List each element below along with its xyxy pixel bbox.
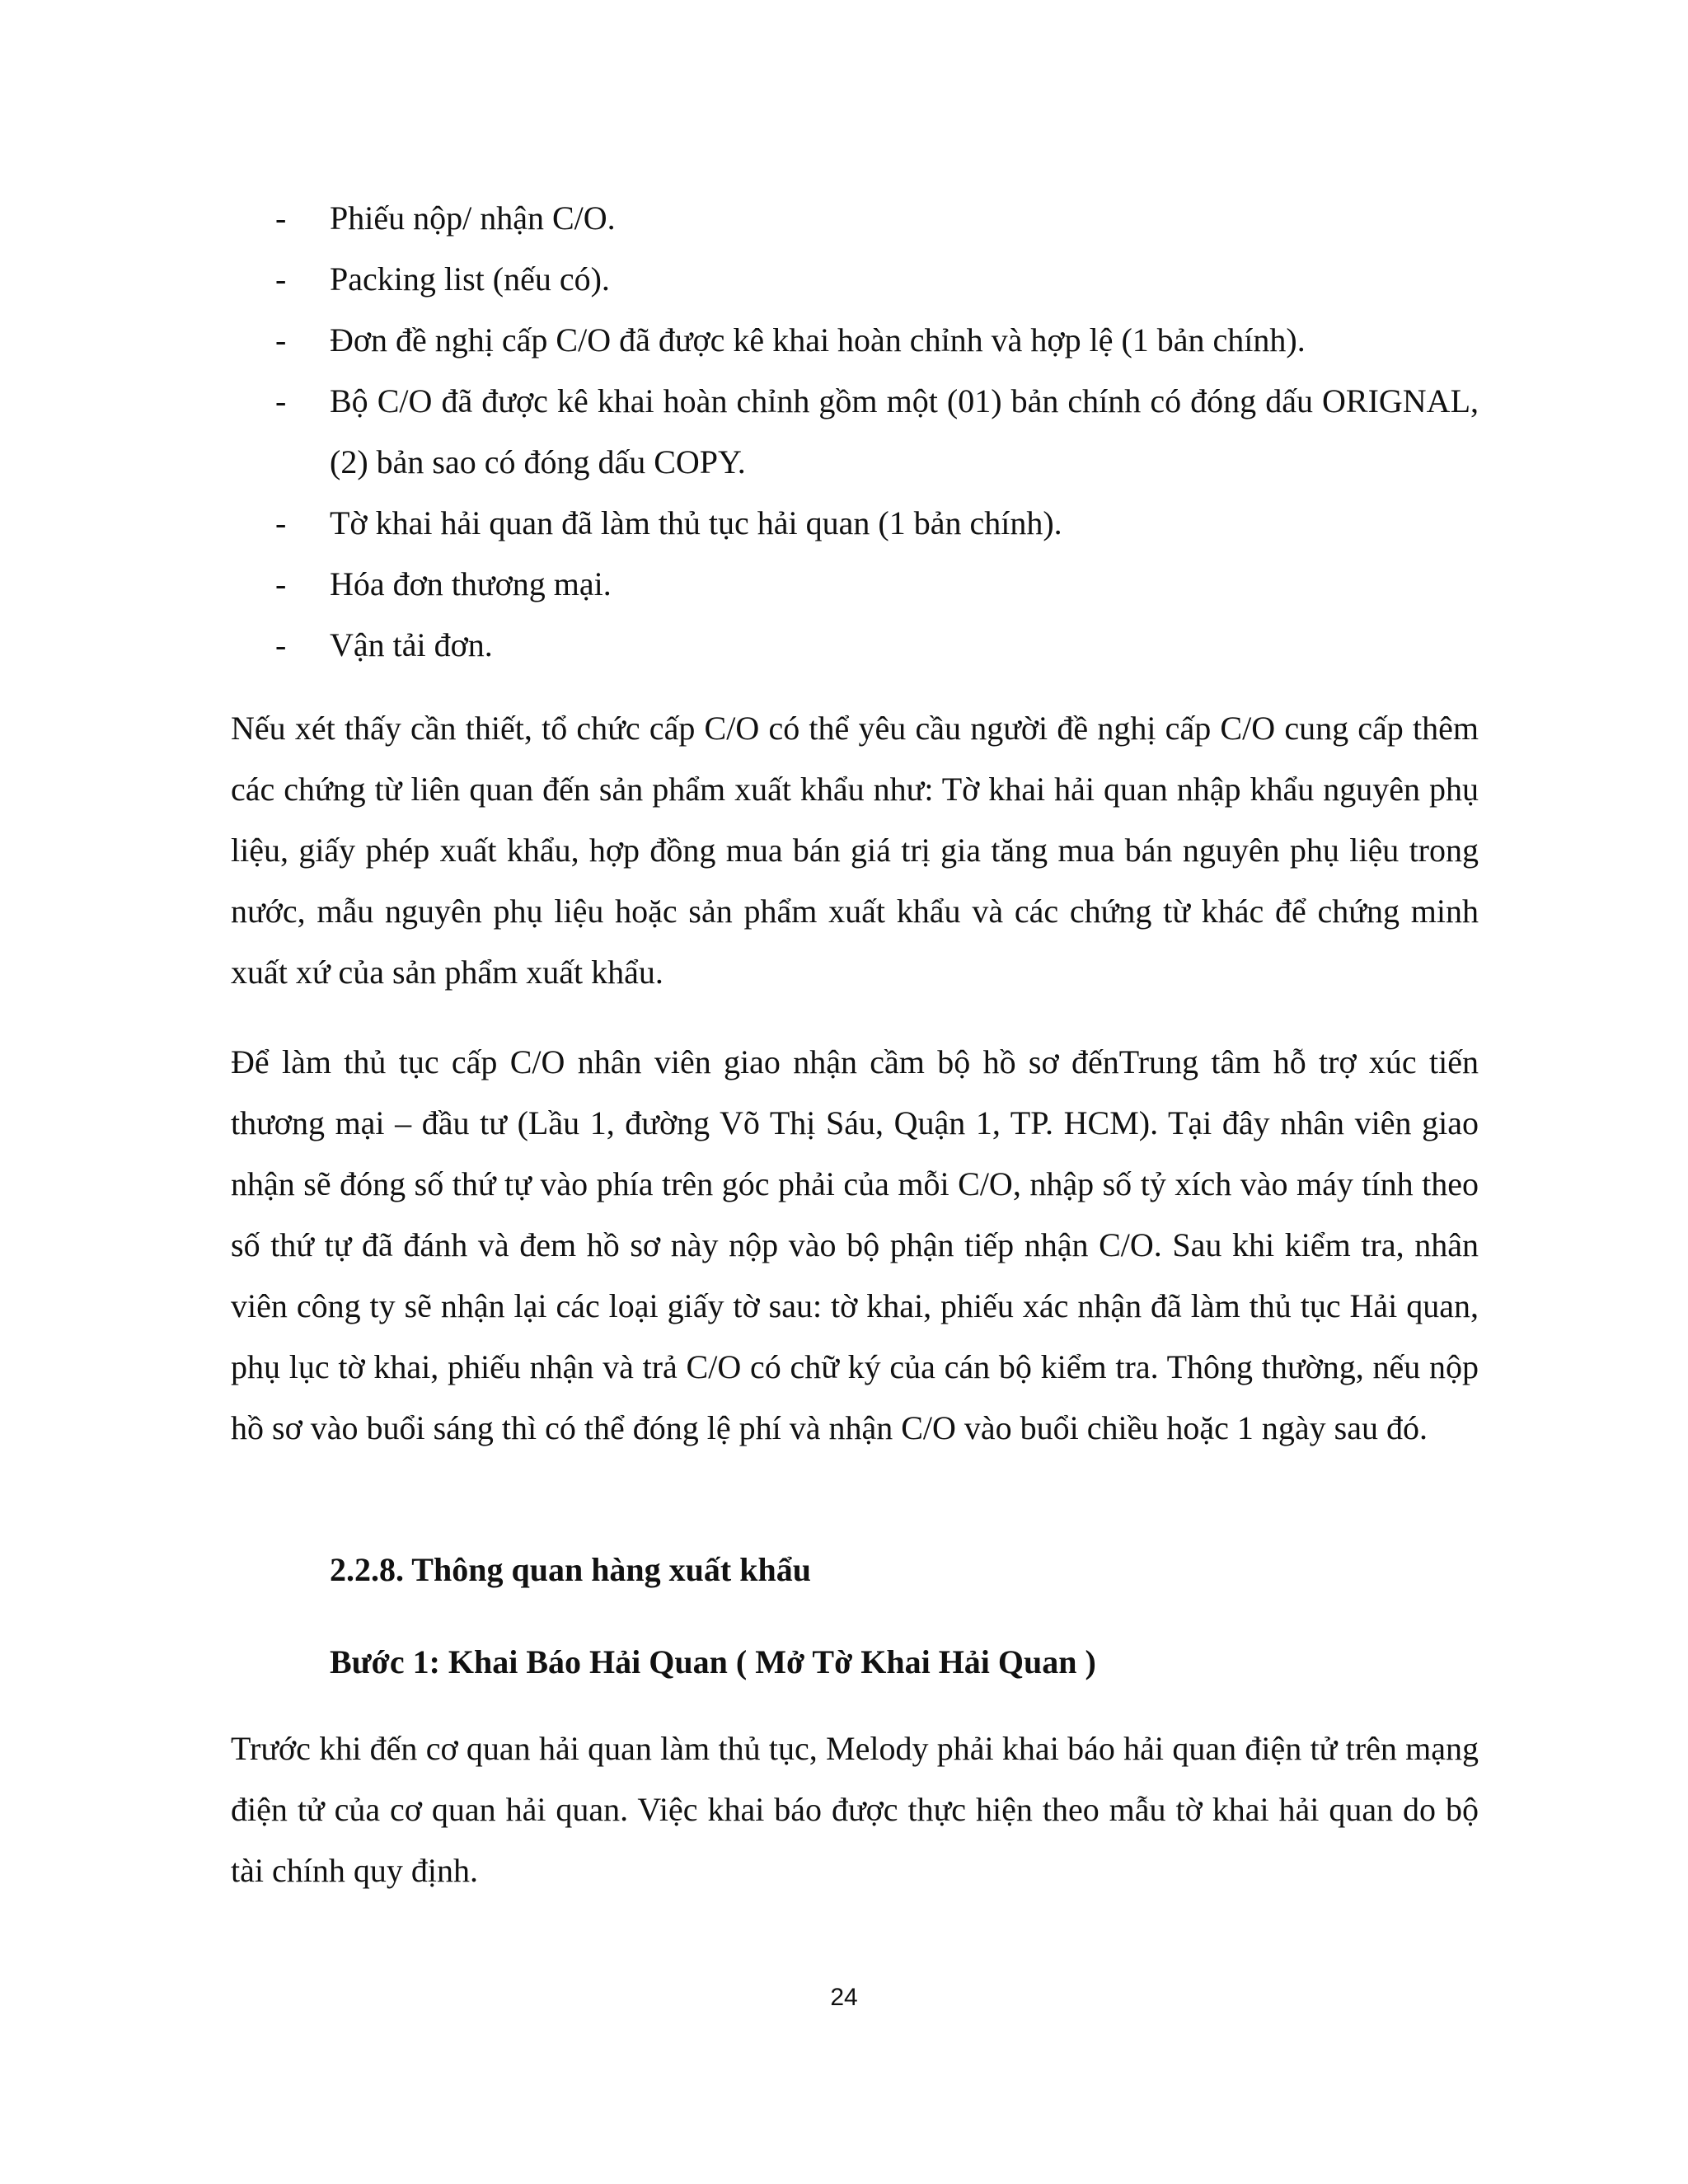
- paragraph-customs-declaration: Trước khi đến cơ quan hải quan làm thủ tục, Melody phải khai báo hải quan điện tử trên mạng điện tử của cơ quan hải quan. Việc khai báo được thực hiện theo mẫu tờ khai hải quan do bộ tài chính quy định.: [231, 1730, 1479, 1889]
- list-item-text: Đơn đề nghị cấp C/O đã được kê khai hoàn chỉnh và hợp lệ (1 bản chính).: [330, 321, 1306, 359]
- list-item: [275, 371, 1479, 493]
- bullet-dash: -: [275, 260, 287, 298]
- required-documents-list: [275, 188, 1479, 676]
- list-item: [275, 310, 1479, 371]
- list-item-text: Hóa đơn thương mại.: [330, 565, 612, 602]
- paragraph-additional-documents: Nếu xét thấy cần thiết, tổ chức cấp C/O có thể yêu cầu người đề nghị cấp C/O cung cấp thêm các chứng từ liên quan đến sản phẩm xuất khẩu như: Tờ khai hải quan nhập khẩu nguyên phụ liệu, giấy phép xuất khẩu, hợp đồng mua bán giá trị gia tăng mua bán nguyên phụ liệu trong nước, mẫu nguyên phụ liệu hoặc sản phẩm xuất khẩu và các chứng từ khác để chứng minh xuất xứ của sản phẩm xuất khẩu.: [231, 710, 1479, 991]
- list-item: [275, 188, 1479, 249]
- section-heading: 2.2.8. Thông quan hàng xuất khẩu: [330, 1551, 811, 1588]
- bullet-dash: -: [275, 199, 287, 237]
- list-item-text: Phiếu nộp/ nhận C/O.: [330, 199, 616, 237]
- list-item: [275, 493, 1479, 554]
- list-item-text: Vận tải đơn.: [330, 626, 493, 663]
- bullet-dash: -: [275, 626, 287, 663]
- bullet-dash: -: [275, 504, 287, 541]
- paragraph-co-procedure: Để làm thủ tục cấp C/O nhân viên giao nhận cầm bộ hồ sơ đếnTrung tâm hỗ trợ xúc tiến thương mại – đầu tư (Lầu 1, đường Võ Thị Sáu, Quận 1, TP. HCM). Tại đây nhân viên giao nhận sẽ đóng số thứ tự vào phía trên góc phải của mỗi C/O, nhập số tỷ xích vào máy tính theo số thứ tự đã đánh và đem hồ sơ này nộp vào bộ phận tiếp nhận C/O. Sau khi kiểm tra, nhân viên công ty sẽ nhận lại các loại giấy tờ sau: tờ khai, phiếu xác nhận đã làm thủ tục Hải quan, phụ lục tờ khai, phiếu nhận và trả C/O có chữ ký của cán bộ kiểm tra. Thông thường, nếu nộp hồ sơ vào buổi sáng thì có thể đóng lệ phí và nhận C/O vào buổi chiều hoặc 1 ngày sau đó.: [231, 1043, 1479, 1446]
- bullet-dash: -: [275, 321, 287, 359]
- bullet-dash: -: [275, 382, 287, 419]
- page-number: 24: [830, 1984, 858, 2011]
- bullet-dash: -: [275, 565, 287, 602]
- list-item-text: Tờ khai hải quan đã làm thủ tục hải quan (1 bản chính).: [330, 504, 1062, 541]
- list-item: [275, 249, 1479, 310]
- step-heading: Bước 1: Khai Báo Hải Quan ( Mở Tờ Khai Hải Quan ): [330, 1643, 1096, 1680]
- list-item-text: Packing list (nếu có).: [330, 260, 610, 298]
- list-item: [275, 615, 1479, 676]
- list-item-text: Bộ C/O đã được kê khai hoàn chỉnh gồm một (01) bản chính có đóng dấu ORIGNAL, (2) bản sao có đóng dấu COPY.: [330, 382, 1479, 480]
- list-item: [275, 554, 1479, 615]
